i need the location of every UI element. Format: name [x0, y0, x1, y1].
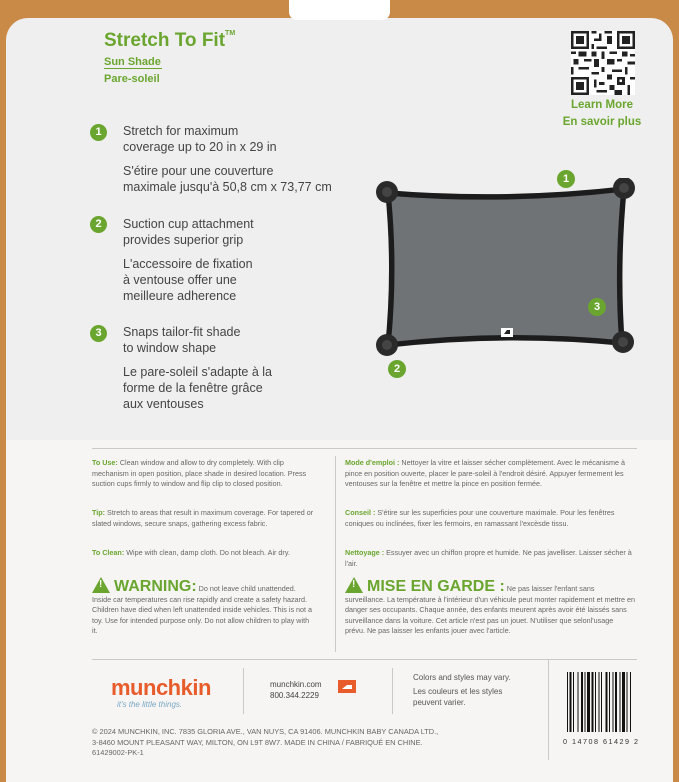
learn-more-en: Learn More — [571, 99, 633, 111]
warning-icon: ! — [92, 577, 110, 593]
feature-1-en: Stretch for maximum coverage up to 20 in x 29 in — [123, 124, 277, 154]
footer-line-3: 61429002-PK-1 — [92, 748, 144, 757]
nettoyage-fr: Nettoyage : Essuyer avec un chiffon propre et humide. Ne pas javelliser. Laisser sécher à l'air. — [345, 548, 632, 568]
divider-brand-2 — [392, 668, 393, 714]
sun-shade-illustration — [375, 178, 637, 358]
feature-2-number: 2 — [90, 216, 107, 233]
warning-en: ! WARNING: Do not leave child unattended. Inside car temperatures can rise rapidly and create a safety hazard. Children have died when left unattended inside vehicles. This is not a toy. Use for intended purpose only. Do not allow children to play with it. — [92, 578, 313, 635]
feature-2-fr: L'accessoire de fixation à ventouse offer une meilleure adherence — [123, 257, 253, 303]
subtitle-fr: Pare-soleil — [104, 73, 160, 85]
divider-brand-1 — [243, 668, 244, 714]
tip-en: Tip: Stretch to areas that result in maximum coverage. For tapered or slated windows, secure snaps, gathering excess fabric. — [92, 508, 314, 528]
munchkin-logo: munchkin — [111, 675, 211, 700]
feature-2-en: Suction cup attachment provides superior grip — [123, 217, 254, 247]
conseil-fr: Conseil : S'étire sur les superficies pour une couverture maximale. Pour les fenêtres coniques ou inclinées, fixer les fermoirs, en ramassant l'excèsde tissu. — [345, 508, 615, 528]
qr-code[interactable] — [571, 31, 635, 95]
diagram-label-2: 2 — [388, 360, 406, 378]
barcode-number: 0 14708 61429 2 — [563, 737, 640, 746]
product-title: Stretch To Fit™ — [104, 30, 236, 51]
website[interactable]: munchkin.com — [270, 680, 322, 689]
divider-top — [92, 448, 637, 449]
colors-note-fr: Les couleurs et les styles peuvent varier. — [413, 687, 503, 707]
munchkin-m-icon — [336, 676, 358, 696]
clean-en: To Clean: Wipe with clean, damp cloth. Do not bleach. Air dry. — [92, 548, 290, 557]
colors-note-en: Colors and styles may vary. — [413, 673, 511, 682]
diagram-label-3: 3 — [588, 298, 606, 316]
feature-3-en: Snaps tailor-fit shade to window shape — [123, 325, 241, 355]
subtitle-en: Sun Shade — [104, 56, 161, 68]
footer-line-1: © 2024 MUNCHKIN, INC. 7835 GLORIA AVE., VAN NUYS, CA 91406. MUNCHKIN BABY CANADA LTD., — [92, 727, 439, 736]
divider-middle — [335, 456, 336, 652]
feature-3-fr: Le pare-soleil s'adapte à la forme de la fenêtre grâce aux ventouses — [123, 365, 273, 411]
feature-1-number: 1 — [90, 124, 107, 141]
legal-footer — [92, 727, 512, 759]
divider-brand-3 — [548, 660, 549, 760]
diagram-label-1: 1 — [557, 170, 575, 188]
barcode — [565, 672, 633, 736]
divider-bottom — [92, 659, 637, 660]
title-rule — [104, 68, 162, 69]
warning-icon: ! — [345, 577, 363, 593]
hang-tab — [289, 0, 390, 20]
feature-1-fr: S'étire pour une couverture maximale jusqu'à 50,8 cm x 73,77 cm — [123, 164, 332, 194]
feature-3-number: 3 — [90, 325, 107, 342]
footer-line-2: 3-8460 MOUNT PLEASANT WAY, MILTON, ON L9T 8W7. MADE IN CHINA / FABRIQUÉ EN CHINE. — [92, 737, 423, 747]
phone: 800.344.2229 — [270, 691, 319, 700]
mode-fr: Mode d'emploi : Nettoyer la vitre et laisser sécher complètement. Avec le mécanisme à pince en position ouverte, placer le pare-soleil à l'endroit désiré. Appuyer fermement les ventouses sur la fenêtre et mettre la pince en position fermée. — [345, 458, 625, 488]
brand-tagline: it's the little things. — [117, 700, 183, 709]
warning-fr: ! MISE EN GARDE : Ne pas laisser l'enfant sans surveillance. La température à l'intérieur d'un véhicule peut monter rapidement et mettre en danger ses occupants. Chaque année, des enfants meurent après avoir été laissés sans surveillance dans la voiture. Cet article n'est pas un jouet. N'utiliser que selonl'usage prévu. Ne pas laisser les enfants jouer avec l'article. — [345, 578, 636, 635]
to-use-en: To Use: Clean window and allow to dry completely. With clip mechanism in open position, place shade in desired location. Press suction cups firmly to window and flip clip to closed position. — [92, 458, 307, 488]
learn-more-fr: En savoir plus — [562, 116, 642, 128]
